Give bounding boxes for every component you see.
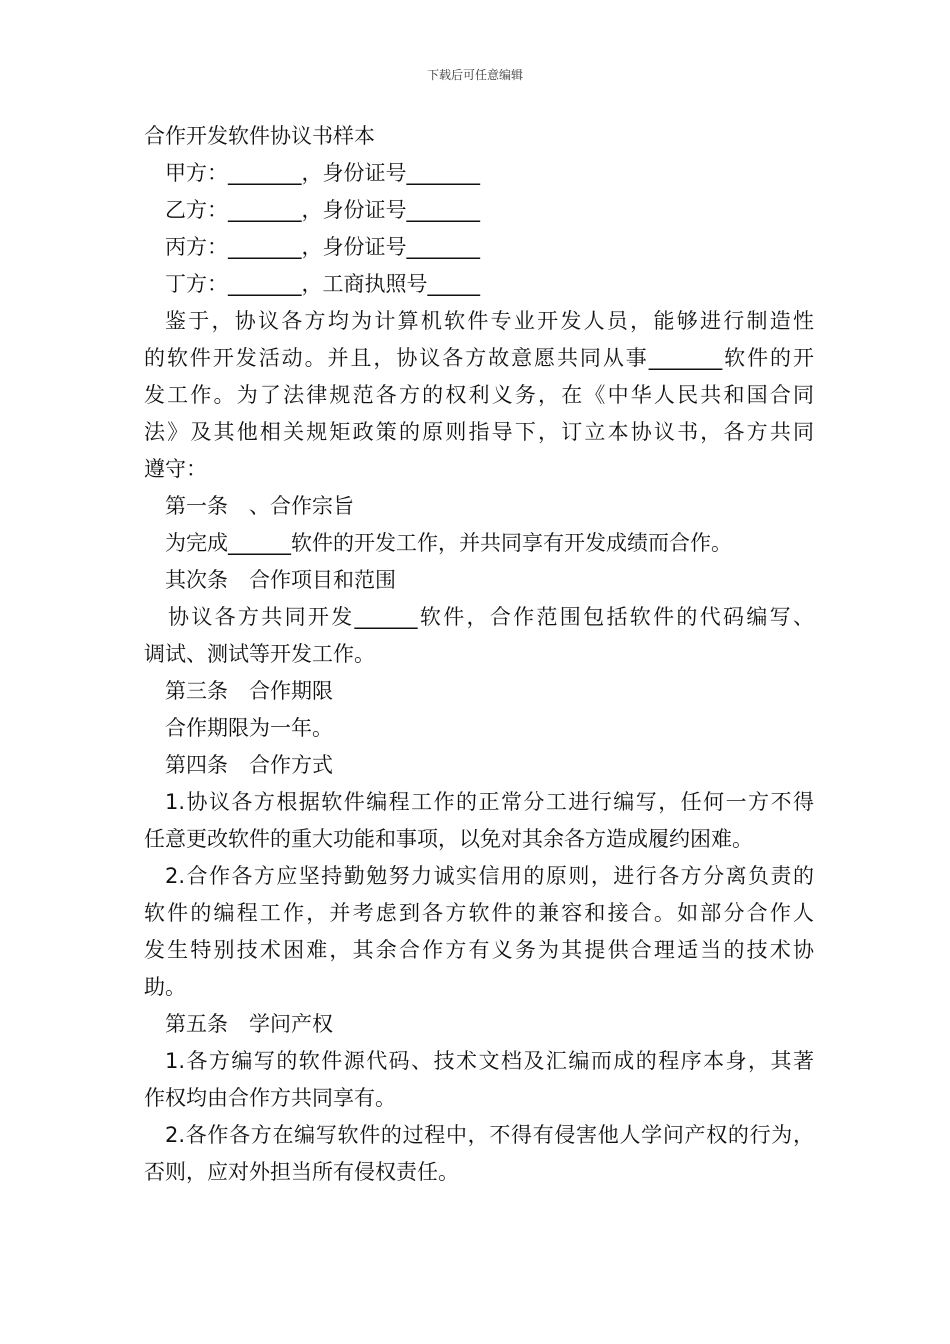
article-5-paragraph-2: 2.各作各方在编写软件的过程中，不得有侵害他人学问产权的行为， — [165, 1123, 814, 1147]
article-5-paragraph-2: 否则，应对外担当所有侵权责任。 — [144, 1160, 459, 1184]
article-4-paragraph-2: 助。 — [144, 975, 186, 999]
party-line: 丁方：_______，工商执照号_____ — [165, 272, 480, 296]
article-1-text: 为完成______软件的开发工作，并共同享有开发成绩而合作。 — [165, 531, 732, 555]
article-2-text: 协议各方共同开发______软件，合作范围包括软件的代码编写、 — [168, 605, 814, 629]
party-line: 丙方：_______，身份证号_______ — [165, 235, 480, 259]
article-5-paragraph-1: 1.各方编写的软件源代码、技术文档及汇编而成的程序本身，其著 — [165, 1049, 814, 1073]
article-3-title: 第三条 合作期限 — [165, 679, 333, 703]
preamble-line: 法》及其他相关规矩政策的原则指导下，订立本协议书，各方共同 — [144, 420, 814, 444]
article-4-paragraph-1: 任意更改软件的重大功能和事项，以免对其余各方造成履约困难。 — [144, 827, 753, 851]
preamble-line: 的软件开发活动。并且，协议各方故意愿共同从事_______软件的开 — [144, 346, 814, 370]
document-title: 合作开发软件协议书样本 — [144, 124, 375, 148]
article-5-title: 第五条 学问产权 — [165, 1012, 333, 1036]
article-4-paragraph-1: 1.协议各方根据软件编程工作的正常分工进行编写，任何一方不得 — [165, 790, 814, 814]
article-1-title: 第一条 、合作宗旨 — [165, 494, 354, 518]
preamble-line: 鉴于，协议各方均为计算机软件专业开发人员，能够进行制造性 — [165, 309, 814, 333]
article-2-title: 其次条 合作项目和范围 — [165, 568, 396, 592]
article-4-paragraph-2: 2.合作各方应坚持勤勉努力诚实信用的原则，进行各方分离负责的 — [165, 864, 814, 888]
article-5-paragraph-1: 作权均由合作方共同享有。 — [144, 1086, 396, 1110]
article-3-text: 合作期限为一年。 — [165, 716, 333, 740]
document-body — [144, 118, 814, 1191]
article-4-title: 第四条 合作方式 — [165, 753, 333, 777]
party-line: 乙方：_______，身份证号_______ — [165, 198, 480, 222]
article-2-text: 调试、测试等开发工作。 — [144, 642, 375, 666]
preamble-line: 遵守： — [144, 457, 207, 481]
article-4-paragraph-2: 软件的编程工作，并考虑到各方软件的兼容和接合。如部分合作人 — [144, 901, 814, 925]
preamble-line: 发工作。为了法律规范各方的权利义务，在《中华人民共和国合同 — [144, 383, 814, 407]
article-4-paragraph-2: 发生特别技术困难，其余合作方有义务为其提供合理适当的技术协 — [144, 938, 814, 962]
page-header: 下载后可任意编辑 — [426, 68, 523, 82]
party-line: 甲方：_______，身份证号_______ — [165, 161, 480, 185]
